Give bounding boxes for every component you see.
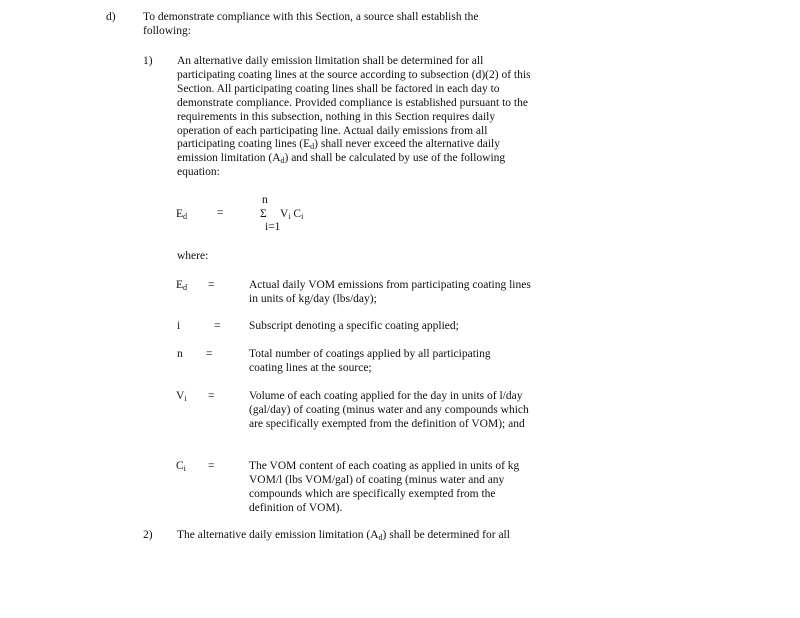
definition-text: Total number of coatings applied by all participating coating lines at the source; — [249, 348, 491, 374]
definition-symbol: i — [177, 320, 181, 332]
definition-symbol: n — [177, 348, 183, 360]
item-1-marker: 1) — [143, 55, 153, 67]
item-1-text: An alternative daily emission limitation shall be determined for all participating coating lines at the source according to subsection (d)(2) of this Section. All participating coating lines shall be factored in each day to demonstrate compliance. Provided compliance is established pursuant to the requirements in this subsection, nothing in this Section requires daily operation of each participating line. Actual daily emissions from all participating coating lines $(E_d)$ shall never exceed the alternative daily emission limitation $(A_d)$ and shall be calculated by use of the following equation: — [177, 55, 531, 179]
equation-lhs: $E_d$ — [176, 208, 188, 221]
definition-equals: = — [208, 390, 215, 402]
definition-text: Volume of each coating applied for the day in units of l/day (gal/day) of coating (minus water and any compounds which are specifically exempted from the definition of VOM); and — [249, 390, 529, 430]
section-d-text: To demonstrate compliance with this Section, a source shall establish the following: — [143, 11, 479, 37]
definition-text: The VOM content of each coating as applied in units of kg VOM/l (lbs VOM/gal) of coating (minus water and any compounds which are specifically exempted from the definition of VOM). — [249, 460, 520, 514]
equation-equals: = — [217, 207, 224, 219]
definition-text: Actual daily VOM emissions from participating coating lines in units of kg/day (lbs/day); — [249, 279, 531, 305]
definition-equals: = — [214, 320, 221, 332]
definition-symbol: $V_i$ — [176, 390, 187, 403]
definition-equals: = — [206, 348, 213, 360]
where-label: where: — [177, 250, 209, 262]
equation-term: $V_i$ $C_i$ — [280, 208, 304, 221]
definition-equals: = — [208, 460, 215, 472]
section-d-marker: d) — [106, 11, 116, 23]
equation-upper-limit: n — [262, 194, 268, 206]
definition-symbol: $C_i$ — [176, 460, 186, 473]
sigma-symbol: Σ — [260, 208, 267, 220]
item-2-marker: 2) — [143, 529, 153, 541]
equation-lower-limit: i=1 — [265, 221, 281, 233]
definition-symbol: $E_d$ — [176, 279, 188, 292]
definition-text: Subscript denoting a specific coating applied; — [249, 320, 459, 332]
item-2-text: The alternative daily emission limitation $(A_d)$ shall be determined for all — [177, 529, 510, 542]
definition-equals: = — [208, 279, 215, 291]
